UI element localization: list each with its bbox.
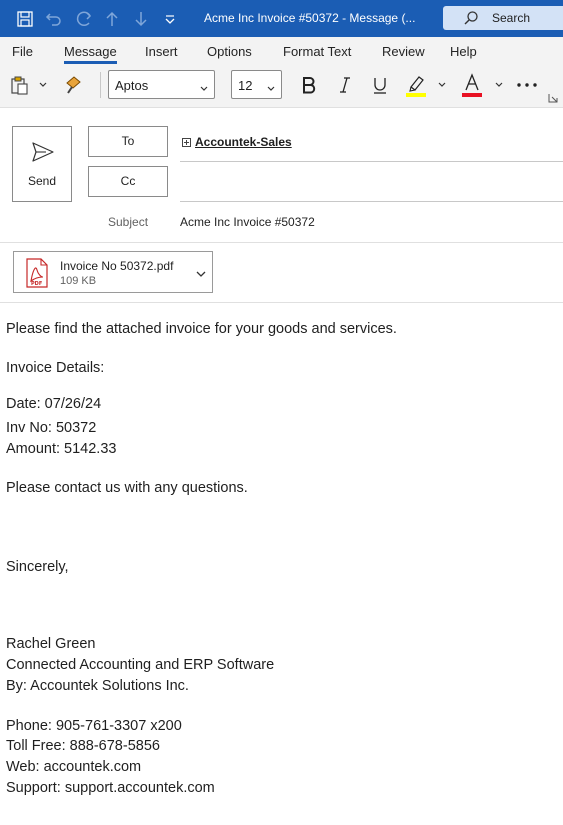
chevron-down-icon bbox=[199, 81, 209, 99]
search-label: Search bbox=[492, 11, 531, 25]
customize-toolbar-icon[interactable] bbox=[160, 9, 180, 29]
ribbon-separator bbox=[100, 72, 101, 98]
subject-field[interactable]: Acme Inc Invoice #50372 bbox=[180, 215, 315, 229]
tab-help[interactable]: Help bbox=[450, 44, 477, 59]
tab-review[interactable]: Review bbox=[382, 44, 425, 59]
window-title: Acme Inc Invoice #50372 - Message (... bbox=[204, 11, 416, 25]
chevron-down-icon[interactable] bbox=[195, 267, 207, 285]
body-closing: Sincerely, bbox=[6, 559, 69, 575]
body-date: Date: 07/26/24 bbox=[6, 396, 102, 412]
highlight-dropdown-icon[interactable] bbox=[436, 79, 448, 91]
pdf-icon bbox=[25, 258, 49, 293]
redo-icon[interactable] bbox=[73, 9, 93, 29]
subject-label: Subject bbox=[108, 215, 149, 229]
font-size-select[interactable] bbox=[231, 70, 282, 99]
search-box[interactable] bbox=[443, 6, 563, 30]
arrow-up-icon[interactable] bbox=[102, 9, 122, 29]
tab-message[interactable]: Message bbox=[64, 44, 117, 59]
arrow-down-icon[interactable] bbox=[131, 9, 151, 29]
send-button[interactable] bbox=[12, 126, 72, 202]
signature-name: Rachel Green bbox=[6, 636, 96, 652]
body-details-heading: Invoice Details: bbox=[6, 360, 105, 376]
format-painter-icon[interactable] bbox=[63, 74, 85, 96]
tab-file[interactable]: File bbox=[12, 44, 33, 59]
signature-toll-free: Toll Free: 888-678-5856 bbox=[6, 738, 160, 754]
signature-web: Web: accountek.com bbox=[6, 759, 142, 775]
recipient-chip[interactable] bbox=[182, 135, 292, 149]
cc-button[interactable]: Cc bbox=[88, 166, 168, 197]
recipient-name: Accountek-Sales bbox=[195, 135, 292, 149]
cc-field[interactable] bbox=[180, 166, 563, 202]
body-invoice-number: Inv No: 50372 bbox=[6, 420, 97, 436]
more-options-icon[interactable] bbox=[515, 74, 539, 96]
to-field[interactable] bbox=[180, 126, 563, 162]
attachment-size: 109 KB bbox=[60, 275, 97, 287]
highlight-icon[interactable] bbox=[405, 72, 427, 98]
italic-icon[interactable] bbox=[334, 74, 356, 96]
dialog-launcher-icon[interactable] bbox=[547, 92, 559, 104]
title-bar bbox=[0, 0, 563, 37]
svg-text:PDF: PDF bbox=[31, 281, 43, 287]
to-button[interactable]: To bbox=[88, 126, 168, 157]
expand-group-icon[interactable] bbox=[182, 138, 191, 147]
undo-icon[interactable] bbox=[44, 9, 64, 29]
signature-support: Support: support.accountek.com bbox=[6, 780, 215, 796]
paste-dropdown-icon[interactable] bbox=[37, 79, 49, 91]
font-name-value: Aptos bbox=[115, 78, 149, 93]
paste-icon[interactable] bbox=[8, 74, 30, 96]
save-icon[interactable] bbox=[15, 9, 35, 29]
attachment-card[interactable] bbox=[13, 251, 213, 293]
chevron-down-icon bbox=[266, 81, 276, 99]
bold-icon[interactable] bbox=[298, 74, 320, 96]
font-color-icon[interactable] bbox=[461, 72, 483, 98]
tab-insert[interactable]: Insert bbox=[145, 44, 178, 59]
signature-company: By: Accountek Solutions Inc. bbox=[6, 678, 189, 694]
body-contact: Please contact us with any questions. bbox=[6, 480, 248, 496]
underline-icon[interactable] bbox=[369, 74, 391, 96]
menu-bar bbox=[0, 37, 563, 64]
send-icon bbox=[32, 141, 54, 168]
tab-format-text[interactable]: Format Text bbox=[283, 44, 352, 59]
attachment-name: Invoice No 50372.pdf bbox=[60, 259, 174, 273]
ribbon bbox=[0, 64, 563, 108]
font-color-dropdown-icon[interactable] bbox=[493, 79, 505, 91]
signature-tagline: Connected Accounting and ERP Software bbox=[6, 657, 275, 673]
body-intro: Please find the attached invoice for your goods and services. bbox=[6, 321, 397, 337]
search-icon bbox=[463, 10, 479, 31]
font-size-value: 12 bbox=[238, 78, 253, 93]
font-name-select[interactable] bbox=[108, 70, 215, 99]
send-label: Send bbox=[27, 174, 57, 188]
tab-options[interactable]: Options bbox=[207, 44, 252, 59]
divider bbox=[0, 242, 563, 243]
body-amount: Amount: 5142.33 bbox=[6, 441, 117, 457]
signature-phone: Phone: 905-761-3307 x200 bbox=[6, 718, 182, 734]
divider bbox=[0, 302, 563, 303]
